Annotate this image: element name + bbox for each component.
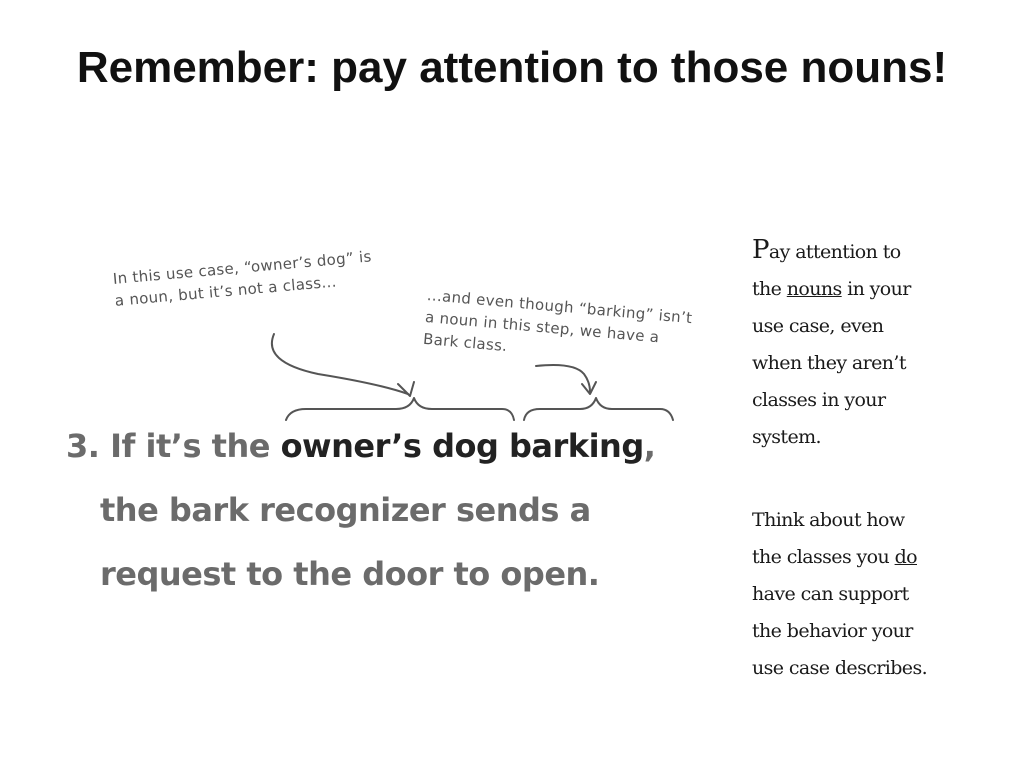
owners-dog-annotation: In this use case, “owner’s dog” is a noun, but it’s not a class...	[112, 247, 373, 310]
step-prefix: 3. If it’s the	[66, 427, 281, 465]
barking-annotation: ...and even though “barking” isn’t a noun in this step, we have a Bark class.	[422, 285, 694, 356]
highlight-barking: barking	[509, 427, 644, 465]
classes-tip: Think about how the classes you do have can support the behavior your use case describes.	[752, 509, 928, 679]
owners-dog-arrow	[272, 334, 408, 394]
nouns-underlined: nouns	[786, 278, 842, 300]
highlight-owners-dog: owner’s dog	[280, 427, 499, 465]
step-line-3: request to the door to open.	[100, 555, 600, 593]
drop-cap: P	[752, 235, 769, 265]
use-case-step	[66, 414, 716, 606]
barking-arrow	[536, 365, 590, 392]
nouns-tip: Pay attention to the nouns in your use case, even when they aren’t classes in your system.	[752, 235, 911, 448]
step-line-1: 3. If it’s the owner’s dog barking,	[66, 427, 656, 465]
slide-title: Remember: pay attention to those nouns!	[76, 43, 948, 92]
step-line-2: the bark recognizer sends a	[100, 491, 591, 529]
sidebar-tips	[752, 232, 972, 733]
do-underlined: do	[894, 546, 917, 568]
